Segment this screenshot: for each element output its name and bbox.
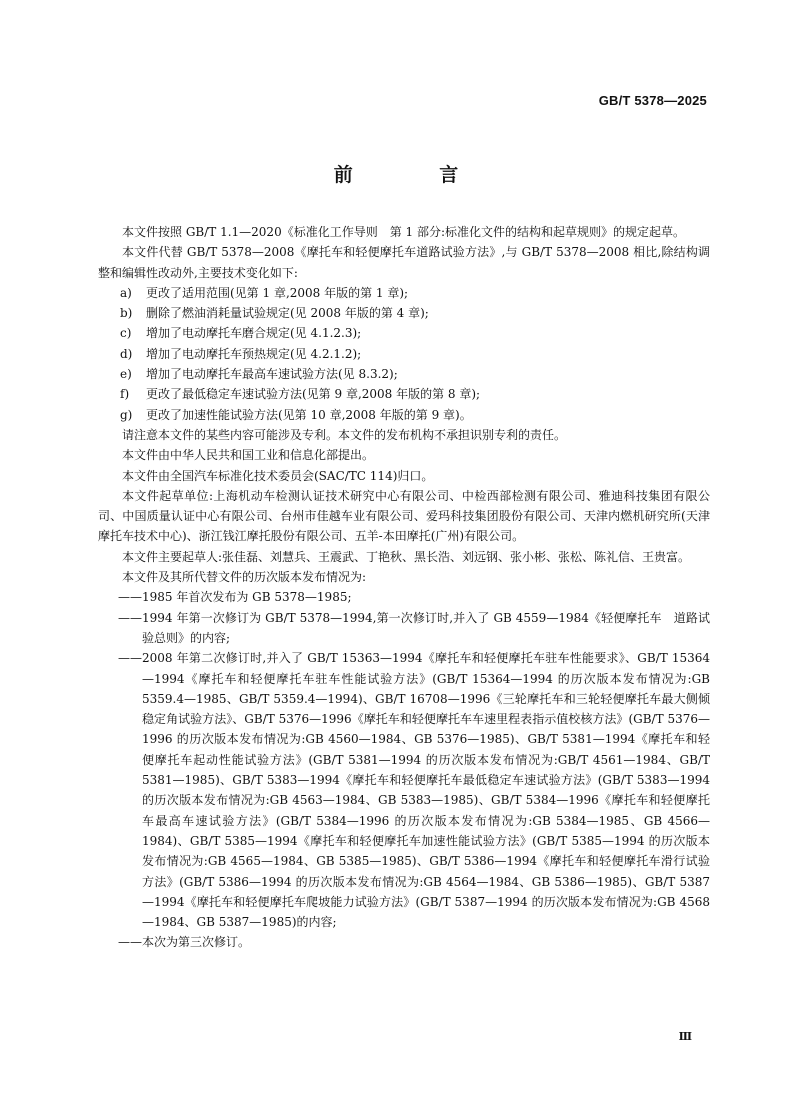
standard-code-header: GB/T 5378—2025 xyxy=(598,93,707,108)
history-item: ——1985 年首次发布为 GB 5378—1985; xyxy=(118,590,352,605)
change-item xyxy=(98,384,710,404)
change-item xyxy=(98,344,710,364)
item-text: 更改了最低稳定车速试验方法(见第 9 章,2008 年版的第 8 章); xyxy=(146,387,481,402)
drafters: 本文件主要起草人:张佳磊、刘慧兵、王震武、丁艳秋、黑长浩、刘远钢、张小彬、张松、陈礼信、王贵富。 xyxy=(122,549,691,564)
item-text: 增加了电动摩托车最高车速试验方法(见 8.3.2); xyxy=(146,367,398,382)
item-text: 增加了电动摩托车预热规定(见 4.2.1.2); xyxy=(146,346,362,361)
paragraph: 本文件代替 GB/T 5378—2008《摩托车和轻便摩托车道路试验方法》,与 GB/T 5378—2008 相比,除结构调整和编辑性改动外,主要技术变化如下: xyxy=(98,245,710,280)
item-label: g) xyxy=(120,407,133,422)
change-item xyxy=(98,364,710,384)
item-label: d) xyxy=(120,346,133,361)
history-item: ——2008 年第二次修订时,并入了 GB/T 15363—1994《摩托车和轻便摩托车驻车性能要求》、GB/T 15364—1994《摩托车和轻便摩托车驻车性能试验方法》(GB/T 15364—1994 的历次版本发布情况为:GB 5359.4—1985、GB/T 5359.4—1994)、GB/T 16708—1996《三轮摩托车和三轮轻便摩托车最大侧倾稳定角试验方法》、GB/T 5376—1996《摩托车和轻便摩托车车速里程表指示值校核方法》(GB/T 5376—1996 的历次版本发布情况为:GB 4560—1984、GB 5376—1985)、GB/T 5381—1994《摩托车和轻便摩托车起动性能试验方法》(GB/T 5381—1994 的历次版本发布情况为:GB/T 4561—1984、GB/T 5381—1985)、GB/T 5383—1994《摩托车和轻便摩托车最低稳定车速试验方法》(GB/T 5383—1994 的历次版本发布情况为:GB 4563—1984、GB 5383—1985)、GB/T 5384—1996《摩托车和轻便摩托车最高车速试验方法》(GB/T 5384—1996 的历次版本发布情况为:GB 5384—1985、GB 4566—1984)、GB/T 5385—1994《摩托车和轻便摩托车加速性能试验方法》(GB/T 5385—1994 的历次版本发布情况为:GB 4565—1984、GB 5385—1985)、GB/T 5386—1994《摩托车和轻便摩托车滑行试验方法》(GB/T 5386—1994 的历次版本发布情况为:GB 4564—1984、GB 5386—1985)、GB/T 5387—1994《摩托车和轻便摩托车爬坡能力试验方法》(GB/T 5387—1994 的历次版本发布情况为:GB 4568—1984、GB 5387—1985)的内容; xyxy=(118,651,710,930)
item-label: e) xyxy=(120,367,132,382)
page-number: Ⅲ xyxy=(678,1030,692,1043)
item-label: a) xyxy=(120,285,132,300)
preface-body xyxy=(98,222,710,953)
change-item xyxy=(98,405,710,425)
item-text: 删除了燃油消耗量试验规定(见 2008 年版的第 4 章); xyxy=(146,306,429,321)
history-item: ——1994 年第一次修订为 GB/T 5378—1994,第一次修订时,并入了 GB 4559—1984《轻便摩托车 道路试验总则》的内容; xyxy=(118,610,710,645)
item-text: 增加了电动摩托车磨合规定(见 4.1.2.3); xyxy=(146,326,362,341)
drafting-organizations: 本文件起草单位:上海机动车检测认证技术研究中心有限公司、中检西部检测有限公司、雅迪科技集团有限公司、中国质量认证中心有限公司、台州市佳越车业有限公司、爱玛科技集团股份有限公司、天津内燃机研究所(天津摩托车技术中心)、浙江钱江摩托股份有限公司、五羊-本田摩托(广州)有限公司。 xyxy=(98,488,710,544)
committee-statement: 本文件由全国汽车标准化技术委员会(SAC/TC 114)归口。 xyxy=(122,468,434,483)
item-text: 更改了加速性能试验方法(见第 10 章,2008 年版的第 9 章)。 xyxy=(146,407,472,422)
patent-notice: 请注意本文件的某些内容可能涉及专利。本文件的发布机构不承担识别专利的责任。 xyxy=(122,427,567,442)
history-intro: 本文件及其所代替文件的历次版本发布情况为: xyxy=(122,570,367,585)
history-item: ——本次为第三次修订。 xyxy=(118,935,251,950)
change-item xyxy=(98,303,710,323)
item-text: 更改了适用范围(见第 1 章,2008 年版的第 1 章); xyxy=(146,285,409,300)
proposer-statement: 本文件由中华人民共和国工业和信息化部提出。 xyxy=(122,448,375,463)
change-item xyxy=(98,323,710,343)
paragraph: 本文件按照 GB/T 1.1—2020《标准化工作导则 第 1 部分:标准化文件的结构和起草规则》的规定起草。 xyxy=(122,225,686,239)
item-label: f) xyxy=(120,387,130,402)
item-label: c) xyxy=(120,326,132,341)
item-label: b) xyxy=(120,306,133,321)
change-item xyxy=(98,283,710,303)
page-title: 前 言 xyxy=(333,164,499,186)
